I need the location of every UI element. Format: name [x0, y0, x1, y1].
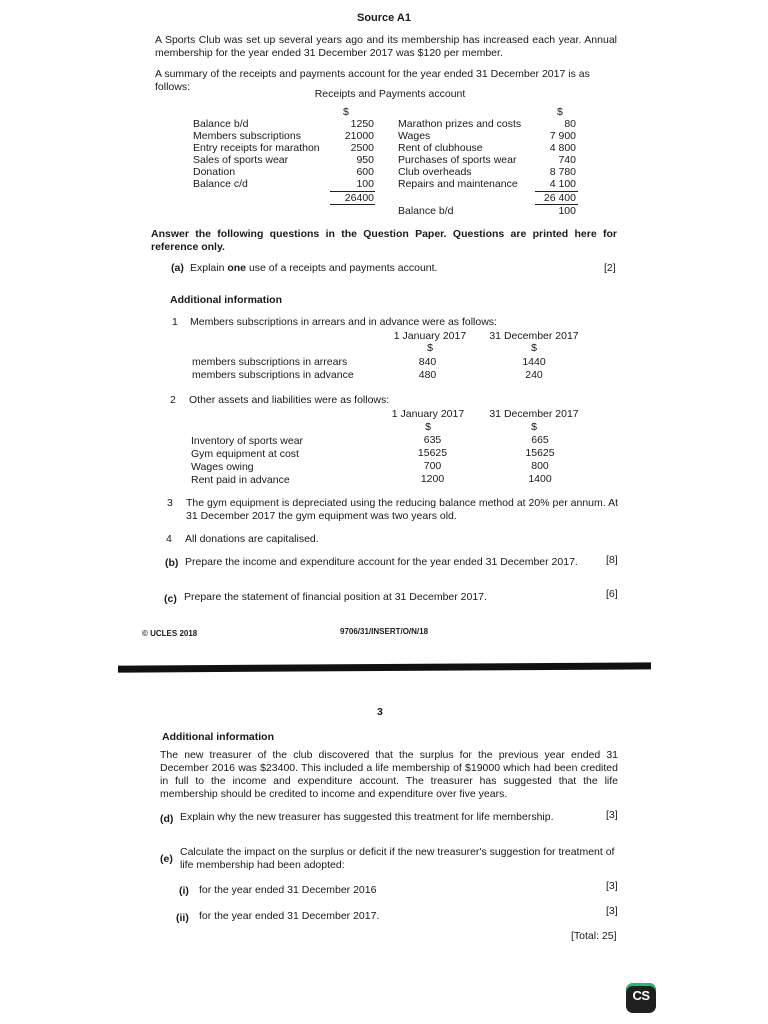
item-2-row-v2: 800 [531, 460, 549, 472]
answer-note: Answer the following questions in the Question Paper. Questions are printed here for reference only. [151, 228, 617, 254]
rp-currency-right: $ [557, 106, 563, 118]
item-1-text: Members subscriptions in arrears and in advance were as follows: [190, 316, 497, 328]
item-2-col2-currency: $ [531, 421, 537, 433]
question-e-i-label: (i) [179, 885, 189, 897]
page-number: 3 [377, 706, 383, 718]
rp-left-value: 21000 [344, 130, 374, 142]
item-2-row-v1: 635 [423, 434, 442, 446]
item-1-row-v1: 480 [418, 369, 437, 381]
rp-balance-bd-value: 100 [558, 205, 576, 217]
rp-right-value: 740 [558, 154, 576, 166]
question-d-text: Explain why the new treasurer has suggested this treatment for life membership. [180, 811, 554, 823]
rp-currency-left: $ [343, 106, 349, 118]
item-3-text: The gym equipment is depreciated using the reducing balance method at 20% per annum. At 31 December 2017 the gym equipment was two years old. [186, 497, 618, 523]
additional-info-heading: Additional information [170, 294, 282, 306]
rp-left-value: 950 [356, 154, 374, 166]
item-3-number: 3 [167, 497, 173, 509]
intro-paragraph: A Sports Club was set up several years ago and its membership has increased each year. Annual membership for the year ended 31 December 2017 was $120 per member. [155, 34, 617, 60]
source-heading: Source A1 [356, 12, 411, 24]
rp-right-label: Rent of clubhouse [398, 142, 483, 154]
item-4-number: 4 [166, 533, 172, 545]
question-e-label: (e) [160, 853, 173, 865]
question-b-marks: [8] [606, 554, 618, 566]
paper-code-footer: 9706/31/INSERT/O/N/18 [340, 627, 429, 636]
item-1-col1-header: 1 January 2017 [393, 330, 467, 342]
rp-right-label: Purchases of sports wear [398, 154, 517, 166]
rp-left-label: Members subscriptions [193, 130, 301, 142]
item-1-row-label: members subscriptions in advance [192, 369, 354, 381]
additional-info-heading-2: Additional information [162, 731, 274, 743]
rp-balance-bd-label: Balance b/d [398, 205, 454, 217]
rule-right-top [535, 191, 578, 192]
item-2-row-label: Wages owing [191, 461, 254, 473]
rp-left-value: 600 [356, 166, 374, 178]
rp-right-value: 8 780 [549, 166, 576, 178]
rp-left-total: 26400 [344, 192, 374, 204]
camscanner-logo: CS [626, 983, 656, 1013]
rp-title: Receipts and Payments account [314, 88, 466, 100]
rp-right-value: 4 800 [549, 142, 576, 154]
item-2-col2-header: 31 December 2017 [489, 408, 579, 420]
question-e-ii-label: (ii) [176, 912, 189, 924]
item-1-row-v2: 240 [525, 369, 543, 381]
question-e-i-marks: [3] [606, 880, 618, 892]
copyright-footer: © UCLES 2018 [142, 629, 198, 638]
question-c-text: Prepare the statement of financial position at 31 December 2017. [184, 591, 487, 603]
question-b-text: Prepare the income and expenditure account for the year ended 31 December 2017. [185, 556, 578, 568]
question-b-label: (b) [165, 557, 179, 569]
rp-right-value: 80 [564, 118, 576, 130]
item-2-row-v1: 15625 [417, 447, 448, 459]
item-2-row-v2: 1400 [528, 473, 552, 485]
item-4-text: All donations are capitalised. [185, 533, 319, 545]
rp-left-label: Entry receipts for marathon [193, 142, 320, 154]
question-a-label: (a) [171, 262, 184, 274]
item-2-row-label: Rent paid in advance [191, 474, 290, 486]
item-2-number: 2 [170, 394, 176, 406]
item-1-row-label: members subscriptions in arrears [192, 356, 348, 368]
rp-left-label: Sales of sports wear [193, 154, 289, 166]
question-d-label: (d) [160, 813, 174, 825]
item-2-col1-header: 1 January 2017 [391, 408, 465, 420]
rp-left-value: 2500 [350, 142, 374, 154]
rp-left-label: Balance b/d [193, 118, 249, 130]
item-2-row-label: Gym equipment at cost [191, 448, 299, 460]
item-1-col2-header: 31 December 2017 [489, 330, 579, 342]
rp-right-total: 26 400 [543, 192, 576, 204]
question-a-text: Explain one use of a receipts and payments account. [190, 262, 438, 274]
question-e-i-text: for the year ended 31 December 2016 [199, 884, 377, 896]
question-c-label: (c) [164, 593, 177, 605]
rp-right-label: Repairs and maintenance [398, 178, 518, 190]
item-2-row-v1: 1200 [420, 473, 445, 485]
rp-right-label: Marathon prizes and costs [398, 118, 522, 130]
item-2-row-label: Inventory of sports wear [191, 435, 304, 447]
treasurer-paragraph: The new treasurer of the club discovered that the surplus for the previous year ended 31 December 2016 was $23400. This included a life membership of $19000 which had been credited in full to the income and expenditure account. The treasurer has suggested that the life membership should be credited to income and expenditure over five years. [160, 749, 618, 801]
question-d-marks: [3] [606, 809, 618, 821]
rp-right-value: 7 900 [549, 130, 576, 142]
rp-right-label: Club overheads [398, 166, 472, 178]
item-2-row-v2: 15625 [525, 447, 555, 459]
item-1-number: 1 [172, 316, 178, 328]
item-2-text: Other assets and liabilities were as follows: [189, 394, 390, 406]
rule-right-bottom [535, 204, 578, 205]
summary-line: A summary of the receipts and payments account for the year ended 31 December 2017 is as follows: [155, 68, 590, 94]
rp-right-label: Wages [398, 130, 431, 142]
page-separator [118, 662, 651, 672]
item-2-col1-currency: $ [425, 421, 431, 433]
rule-left-bottom [330, 204, 375, 205]
rp-right-value: 4 100 [549, 178, 576, 190]
rp-left-label: Balance c/d [193, 178, 248, 190]
item-1-col2-currency: $ [531, 342, 537, 354]
question-c-marks: [6] [606, 588, 618, 600]
rp-left-label: Donation [193, 166, 236, 178]
question-e-ii-text: for the year ended 31 December 2017. [199, 910, 380, 922]
total-marks: [Total: 25] [571, 930, 617, 942]
rp-left-value: 1250 [350, 118, 374, 130]
question-a-marks: [2] [604, 262, 616, 274]
item-1-col1-currency: $ [427, 342, 433, 354]
item-2-row-v1: 700 [423, 460, 442, 472]
question-e-ii-marks: [3] [606, 905, 618, 917]
rp-left-value: 100 [356, 178, 374, 190]
item-1-row-v2: 1440 [522, 356, 546, 368]
item-2-row-v2: 665 [531, 434, 549, 446]
rule-left-top [330, 191, 375, 192]
question-e-text: Calculate the impact on the surplus or deficit if the new treasurer's suggestion for treatment of life membership had been adopted: [180, 846, 615, 872]
item-1-row-v1: 840 [418, 356, 437, 368]
